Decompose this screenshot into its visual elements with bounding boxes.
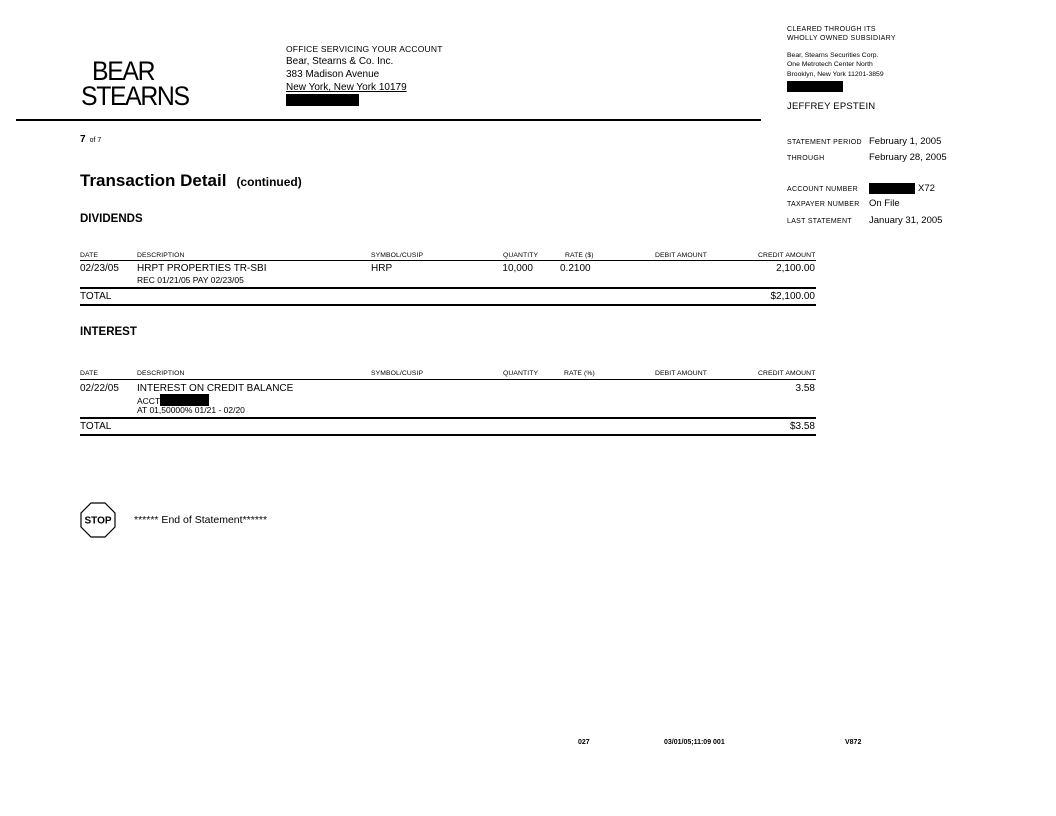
int-col-rate: RATE (%) <box>564 370 595 377</box>
div-col-description: DESCRIPTION <box>137 252 185 259</box>
int-total-label: TOTAL <box>80 421 112 432</box>
div-col-symbol: SYMBOL/CUSIP <box>371 252 424 259</box>
client-name: JEFFREY EPSTEIN <box>787 101 876 112</box>
div-total-label: TOTAL <box>80 291 112 302</box>
clearing-line-1: CLEARED THROUGH ITS <box>787 26 876 33</box>
div-row-quantity: 10,000 <box>502 263 533 274</box>
int-col-quantity: QUANTITY <box>503 370 539 377</box>
title-main: Transaction Detail <box>80 171 227 190</box>
int-row-date: 02/22/05 <box>80 383 119 394</box>
interest-heading: INTEREST <box>80 326 137 338</box>
int-col-credit: CREDIT AMOUNT <box>758 370 816 377</box>
div-total-bottom-rule <box>80 304 816 306</box>
div-row-description: HRPT PROPERTIES TR-SBI <box>137 263 267 274</box>
clearing-corp: Bear, Stearns Securities Corp. <box>787 52 879 59</box>
stop-sign-icon <box>80 502 116 538</box>
clearing-line-2: WHOLLY OWNED SUBSIDIARY <box>787 35 896 42</box>
dividends-heading: DIVIDENDS <box>80 213 143 225</box>
statement-period-label: STATEMENT PERIOD <box>787 139 862 146</box>
int-row-description: INTEREST ON CREDIT BALANCE <box>137 383 294 394</box>
logo-line-stearns: STEARNS <box>81 81 189 111</box>
int-total-value: $3.58 <box>789 421 815 432</box>
stop-sign-text: STOP <box>84 515 112 527</box>
int-col-symbol: SYMBOL/CUSIP <box>371 370 424 377</box>
int-row-description-3: AT 01,50000% 01/21 - 02/20 <box>137 405 245 415</box>
page-of: of 7 <box>89 137 102 144</box>
office-heading: OFFICE SERVICING YOUR ACCOUNT <box>286 44 443 54</box>
int-total-bottom-rule <box>80 434 816 436</box>
div-col-credit: CREDIT AMOUNT <box>758 252 816 259</box>
office-street: 383 Madison Avenue <box>286 69 380 80</box>
redaction-account-number <box>869 183 915 194</box>
page-title <box>80 171 302 191</box>
div-col-date: DATE <box>80 252 99 259</box>
footer-code-2: V872 <box>845 739 862 746</box>
account-number-suffix: X72 <box>918 183 935 194</box>
div-row-rate: 0.2100 <box>560 263 591 274</box>
redaction-office-phone <box>286 94 359 106</box>
div-row-date: 02/23/05 <box>80 263 119 274</box>
title-sub: (continued) <box>236 175 302 189</box>
office-name: Bear, Stearns & Co. Inc. <box>286 56 394 67</box>
int-row-credit: 3.58 <box>795 383 815 394</box>
footer-code-1: 027 <box>578 739 590 746</box>
int-row-description-2: ACCT <box>137 396 161 406</box>
page-indicator <box>80 129 101 147</box>
last-statement-label: LAST STATEMENT <box>787 218 852 225</box>
div-total-value: $2,100.00 <box>770 291 815 302</box>
statement-period-value: February 1, 2005 <box>869 136 942 147</box>
div-col-quantity: QUANTITY <box>503 252 539 259</box>
through-value: February 28, 2005 <box>869 152 947 163</box>
account-number-label: ACCOUNT NUMBER <box>787 186 858 193</box>
through-label: THROUGH <box>787 155 825 162</box>
int-col-debit: DEBIT AMOUNT <box>655 370 708 377</box>
logo-line-bear: BEAR <box>92 56 155 86</box>
redaction-client-address <box>787 81 843 92</box>
div-row-description-2: REC 01/21/05 PAY 02/23/05 <box>137 275 244 285</box>
div-col-debit: DEBIT AMOUNT <box>655 252 708 259</box>
bear-stearns-logo <box>81 56 189 111</box>
div-row-credit: 2,100.00 <box>776 263 815 274</box>
int-col-description: DESCRIPTION <box>137 370 185 377</box>
clearing-street: One Metrotech Center North <box>787 61 873 68</box>
int-col-date: DATE <box>80 370 99 377</box>
end-of-statement: ****** End of Statement****** <box>134 514 268 526</box>
footer-datetime: 03/01/05;11:09 001 <box>664 739 725 746</box>
page-number: 7 <box>80 134 86 145</box>
div-header-rule <box>80 260 816 261</box>
int-header-rule <box>80 379 816 380</box>
office-city: New York, New York 10179 <box>286 82 407 93</box>
taxpayer-number-label: TAXPAYER NUMBER <box>787 201 860 208</box>
header-rule <box>16 119 761 121</box>
div-total-top-rule <box>80 287 816 289</box>
div-row-symbol: HRP <box>371 263 393 274</box>
last-statement-value: January 31, 2005 <box>869 215 943 226</box>
clearing-city: Brooklyn, New York 11201-3859 <box>787 71 884 78</box>
taxpayer-number-value: On File <box>869 198 900 209</box>
int-total-top-rule <box>80 417 816 419</box>
div-col-rate: RATE ($) <box>565 252 594 259</box>
